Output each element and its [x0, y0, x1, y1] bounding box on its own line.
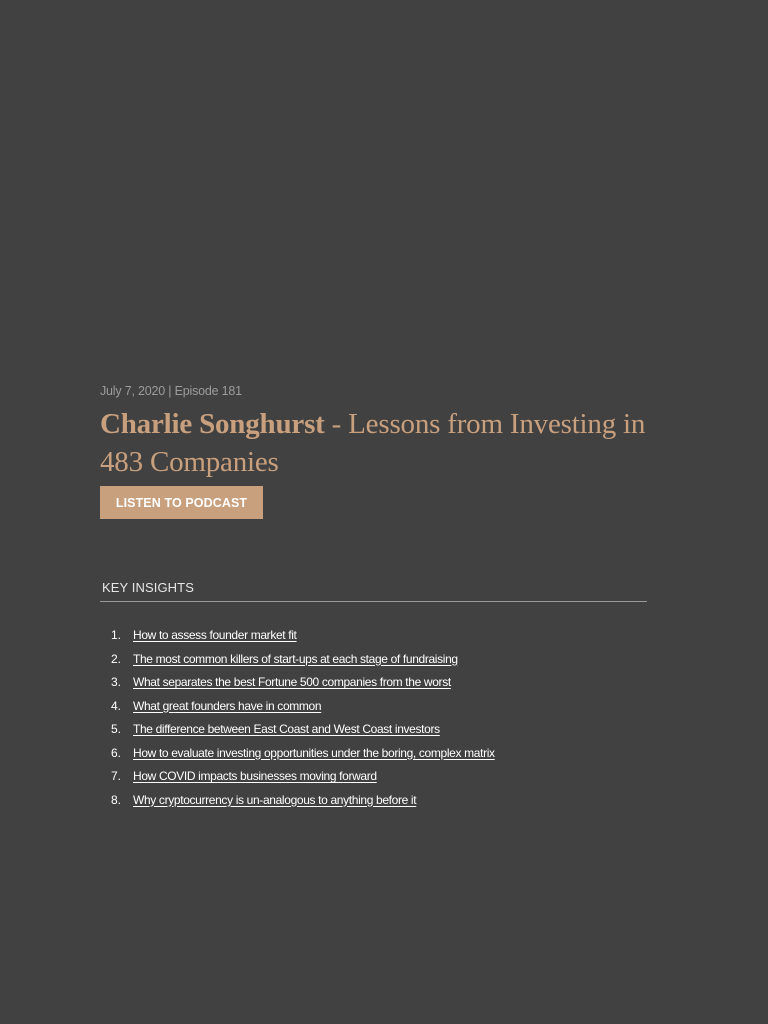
list-item-number: 3. — [111, 675, 122, 689]
insight-link[interactable]: What separates the best Fortune 500 companies from the worst — [133, 675, 451, 689]
list-item — [100, 651, 495, 675]
episode-title-rest: - Lessons from Investing in 483 Companies — [100, 408, 646, 478]
key-insights-heading: KEY INSIGHTS — [102, 580, 194, 595]
insight-link[interactable]: Why cryptocurrency is un-analogous to anything before it — [133, 792, 417, 807]
insight-link[interactable]: How COVID impacts businesses moving forward — [133, 769, 377, 783]
list-item-number: 4. — [111, 698, 122, 713]
list-item-number: 7. — [111, 769, 122, 783]
insight-link[interactable]: How to assess founder market fit — [133, 628, 297, 642]
list-item-number: 1. — [111, 628, 122, 642]
list-item-number: 2. — [111, 651, 122, 666]
listen-to-podcast-button[interactable]: LISTEN TO PODCAST — [100, 486, 263, 519]
episode-header — [100, 383, 660, 481]
key-insights-list — [100, 627, 495, 815]
list-item-number: 6. — [111, 745, 122, 760]
episode-meta: July 7, 2020 | Episode 181 — [100, 384, 242, 398]
guest-name: Charlie Songhurst — [100, 408, 325, 440]
insight-link[interactable]: How to evaluate investing opportunities under the boring, complex matrix — [133, 745, 495, 760]
insight-link[interactable]: The most common killers of start-ups at each stage of fundraising — [133, 651, 458, 666]
list-item-number: 8. — [111, 792, 122, 807]
list-item — [100, 627, 495, 651]
list-item — [100, 698, 495, 722]
episode-title — [100, 405, 660, 481]
list-item — [100, 792, 495, 816]
insight-link[interactable]: What great founders have in common — [133, 698, 322, 713]
key-insights-divider — [100, 601, 647, 602]
list-item-number: 5. — [111, 722, 122, 736]
list-item — [100, 745, 495, 769]
list-item — [100, 721, 495, 745]
insight-link[interactable]: The difference between East Coast and West Coast investors — [133, 722, 440, 736]
list-item — [100, 768, 495, 792]
list-item — [100, 674, 495, 698]
